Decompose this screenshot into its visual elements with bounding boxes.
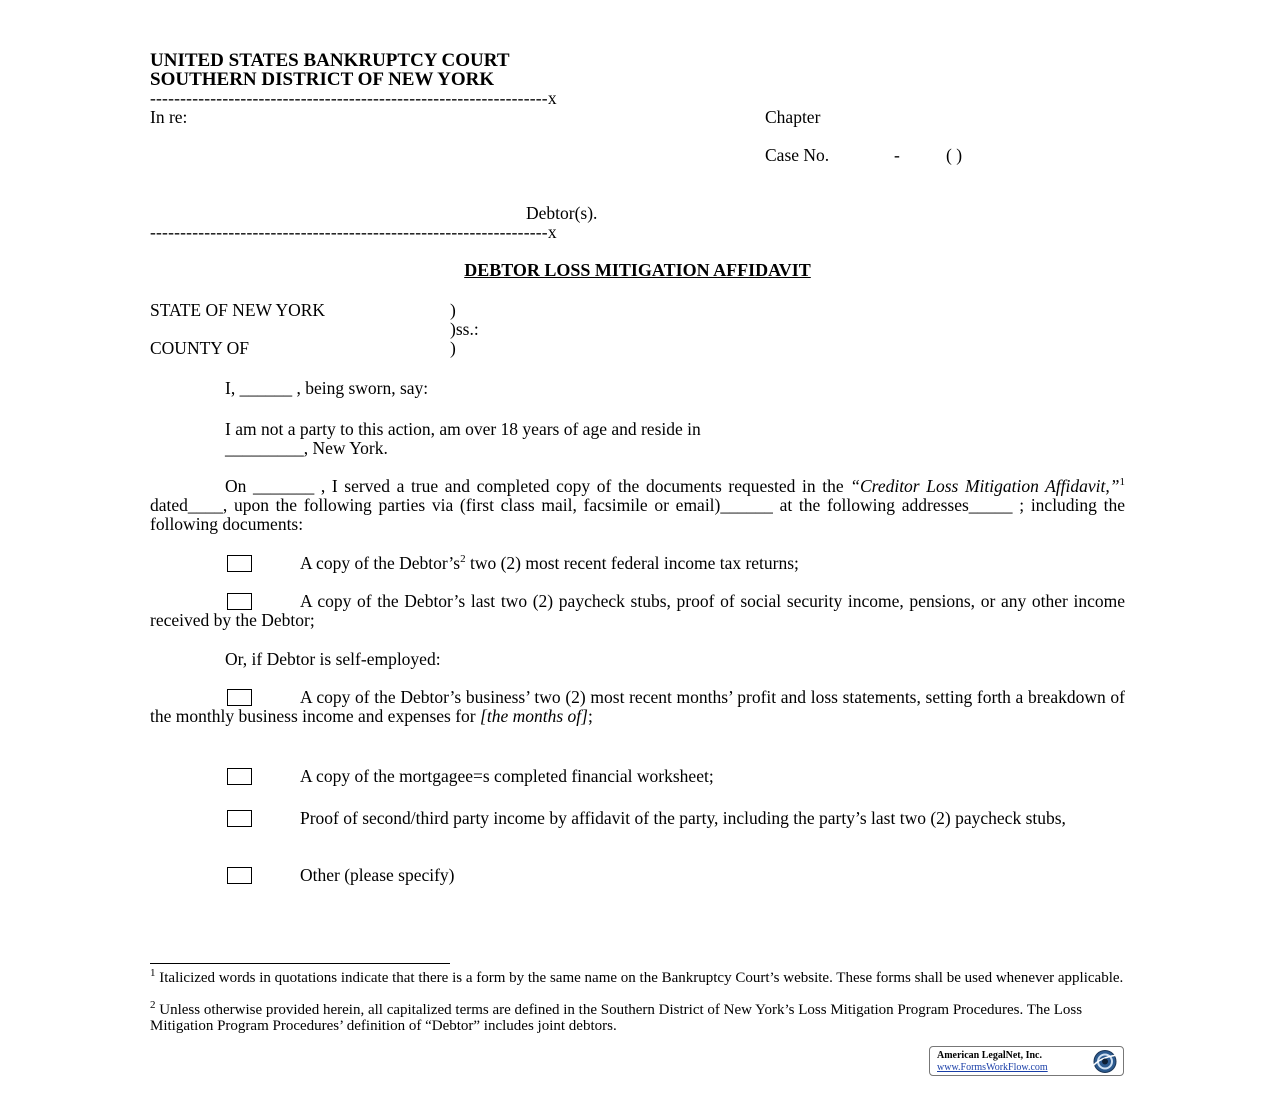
venue-paren-1: ) <box>450 300 456 320</box>
publisher-logo <box>929 1046 1124 1076</box>
checkbox-tax-returns[interactable] <box>227 555 252 572</box>
checkbox-financial-worksheet[interactable] <box>227 768 252 785</box>
footnote-2: $^2$ Unless otherwise provided herein, all capitalized terms are defined in the Southern District of New York’s Loss Mitigation Program Procedures. The Loss Mitigation Program Procedures’ definition of “Debtor” includes joint debtors. <box>150 999 1083 1034</box>
publisher-url-link[interactable]: www.FormsWorkFlow.com <box>937 1062 1048 1073</box>
in-re-label: In re: <box>150 107 188 127</box>
publisher-name: American LegalNet, Inc. <box>937 1050 1042 1061</box>
sworn-statement: I, ______ , being sworn, say: <box>225 378 429 398</box>
globe-icon <box>1088 1049 1120 1074</box>
debtors-label: Debtor(s). <box>526 203 598 223</box>
caption-separator-bottom: ------------------------------------------------------------------x <box>150 222 557 242</box>
item-tax-returns: A copy of the $Debtor’s^2$ two (2) most recent federal income tax returns; <box>300 553 799 573</box>
venue-state: STATE OF NEW YORK <box>150 300 326 320</box>
item-paycheck-stubs: A copy of the Debtor’s last two (2) paycheck stubs, proof of social security income, pensions, or any other income received by the Debtor; <box>150 591 1125 630</box>
page-title: DEBTOR LOSS MITIGATION AFFIDAVIT <box>464 260 811 280</box>
venue-county: COUNTY OF <box>150 338 250 358</box>
case-number-label: Case No. <box>765 145 830 165</box>
footnote-1: $^1$ Italicized words in quotations indicate that there is a form by the same name on the Bankruptcy Court’s website. These forms shall be used whenever applicable. <box>150 967 1124 986</box>
item-financial-worksheet: A copy of the mortgagee=s completed financial worksheet; <box>300 766 714 786</box>
venue-paren-3: ) <box>450 338 456 358</box>
not-party-line-1: I am not a party to this action, am over 18 years of age and reside in <box>225 419 701 439</box>
service-text-start: On _______ , I served a true and completed copy of the documents requested in the <box>225 476 851 496</box>
self-employed-label: Or, if Debtor is self-employed: <box>225 649 441 669</box>
service-paragraph <box>150 477 1125 534</box>
footnote-ref-1: 1 <box>1119 476 1125 489</box>
service-text-end: dated____, upon the following parties via (first class mail, facsimile or email)______ at the following addresses_____ ; including the following documents: <box>150 495 1125 534</box>
not-party-line-2: _________, New York. <box>225 438 388 458</box>
item-other: Other (please specify) <box>300 865 455 885</box>
caption-separator-top: ------------------------------------------------------------------x <box>150 88 557 108</box>
creditor-affidavit-title: “Creditor Loss Mitigation Affidavit,” <box>850 476 1120 496</box>
court-name: UNITED STATES BANKRUPTCY COURT <box>150 50 510 71</box>
venue-ss: )ss.: <box>450 319 479 339</box>
item-profit-loss: A copy of the Debtor’s business’ two (2) most recent months’ profit and loss statements, setting forth a breakdown of the monthly business income and expenses for [the months of]; <box>150 687 1125 726</box>
case-number-paren: ( ) <box>946 145 963 165</box>
footnote-ref-2: 2 <box>460 553 466 566</box>
months-placeholder: [the months of] <box>480 706 588 726</box>
court-district: SOUTHERN DISTRICT OF NEW YORK <box>150 69 495 90</box>
item-third-party-income: Proof of second/third party income by affidavit of the party, including the party’s last two (2) paycheck stubs, <box>300 808 1066 828</box>
chapter-label: Chapter <box>765 107 821 127</box>
footnote-divider <box>150 963 450 964</box>
case-number-dash: - <box>894 145 900 165</box>
checkbox-other[interactable] <box>227 867 252 884</box>
